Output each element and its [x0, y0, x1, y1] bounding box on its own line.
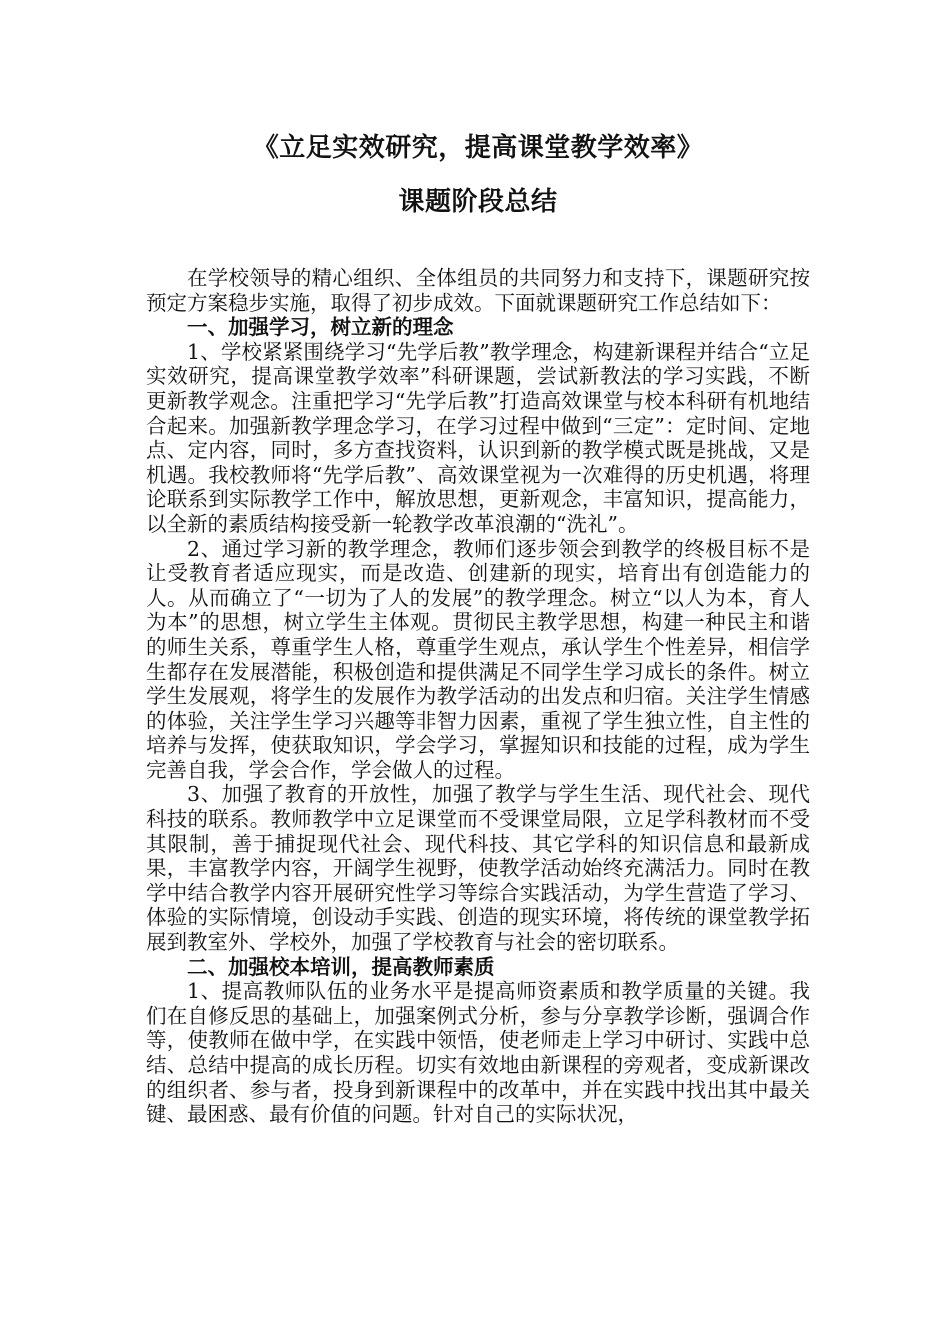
section-1-heading: 一、加强学习，树立新的理念: [187, 315, 454, 340]
document-subtitle: 课题阶段总结: [398, 187, 558, 217]
intro-paragraph: 在学校领导的精心组织、全体组员的共同努力和支持下，课题研究按预定方案稳步实施，取得了初步成效。下面就课题研究工作总结如下：: [146, 266, 810, 315]
section-2-heading: 二、加强校本培训，提高教师素质: [187, 954, 495, 979]
section-2-paragraph-1: 1、提高教师队伍的业务水平是提高师资素质和教学质量的关键。我们在自修反思的基础上，加强案例式分析，参与分享教学诊断，强调合作等，使教师在做中学，在实践中领悟，使老师走上学习中研讨、实践中总结、总结中提高的成长历程。切实有效地由新课程的旁观者，变成新课改的组织者、参与者，投身到新课程中的改革中，并在实践中找出其中最关键、最困惑、最有价值的问题。针对自己的实际状况，: [146, 979, 810, 1127]
section-1-paragraph-2: 2、通过学习新的教学理念，教师们逐步领会到教学的终极目标不是让受教育者适应现实，而是改造、创建新的现实，培育出有创造能力的人。从而确立了“一切为了人的发展”的教学理念。树立“以人为本，育人为本”的思想，树立学生主体观。贯彻民主教学思想，构建一种民主和谐的师生关系，尊重学生人格，尊重学生观点，承认学生个性差异，相信学生都存在发展潜能，积极创造和提供满足不同学生学习成长的条件。树立学生发展观，将学生的发展作为教学活动的出发点和归宿。关注学生情感的体验，关注学生学习兴趣等非智力因素，重视了学生独立性，自主性的培养与发挥，使获取知识，学会学习，掌握知识和技能的过程，成为学生完善自我，学会合作，学会做人的过程。: [146, 536, 810, 782]
section-1-paragraph-3: 3、加强了教育的开放性，加强了教学与学生生活、现代社会、现代科技的联系。教师教学中立足课堂而不受课堂局限，立足学科教材而不受其限制，善于捕捉现代社会、现代科技、其它学科的知识信息和最新成果，丰富教学内容，开阔学生视野，使教学活动始终充满活力。同时在教学中结合教学内容开展研究性学习等综合实践活动，为学生营造了学习、体验的实际情境，创设动手实践、创造的现实环境，将传统的课堂教学拓展到教室外、学校外，加强了学校教育与社会的密切联系。: [146, 782, 810, 955]
document-page: [146, 128, 810, 1127]
section-1-paragraph-1: 1、学校紧紧围绕学习“先学后教”教学理念，构建新课程并结合“立足实效研究，提高课堂教学效率”科研课题，尝试新教法的学习实践，不断更新教学观念。注重把学习“先学后教”打造高效课堂与校本科研有机地结合起来。加强新教学理念学习，在学习过程中做到“三定”：定时间、定地点、定内容，同时，多方查找资料，认识到新的教学模式既是挑战，又是机遇。我校教师将“先学后教”、高效课堂视为一次难得的历史机遇，将理论联系到实际教学工作中，解放思想，更新观念，丰富知识，提高能力，以全新的素质结构接受新一轮教学改革浪潮的“洗礼”。: [146, 339, 810, 536]
document-title: 《立足实效研究，提高课堂教学效率》: [252, 133, 704, 163]
document-body: [146, 266, 810, 1127]
